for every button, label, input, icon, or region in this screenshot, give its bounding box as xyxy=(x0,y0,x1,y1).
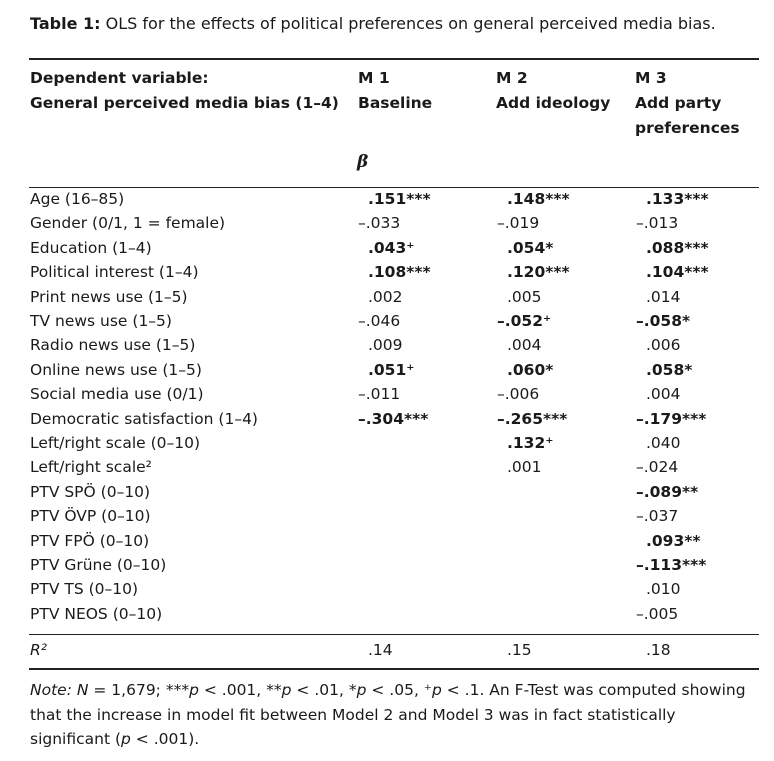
table-caption-label: Table 1: xyxy=(30,14,101,33)
row-label: TV news use (1–5) xyxy=(30,312,172,330)
cell-m3: –.037 xyxy=(636,507,679,526)
note-text-n: = 1,679; *** xyxy=(88,681,190,699)
cell-m3: .010 xyxy=(646,580,681,599)
cell-m3: .040 xyxy=(646,434,681,452)
cell-m1: –.304*** xyxy=(358,409,429,428)
row-label: Gender (0/1, 1 = female) xyxy=(30,214,226,233)
row-label: PTV FPÖ (0–10) xyxy=(30,531,150,550)
cell-m2: .148*** xyxy=(507,190,570,208)
note-n-var: N xyxy=(76,681,89,699)
table-row xyxy=(0,361,774,385)
table-row xyxy=(0,458,774,482)
cell-m3: –.113*** xyxy=(636,556,707,574)
cell-m1: –.011 xyxy=(358,385,401,404)
r-squared-label: R² xyxy=(30,641,47,659)
cell-m2: –.265*** xyxy=(497,409,568,428)
cell-m3: .006 xyxy=(646,336,681,355)
model-1-desc: Baseline xyxy=(358,94,433,112)
note-p4: p xyxy=(431,681,442,699)
cell-m3: –.179*** xyxy=(636,409,707,428)
cell-m3: –.089** xyxy=(636,482,699,501)
table-row xyxy=(0,385,774,409)
cell-m1: .043⁺ xyxy=(368,238,415,257)
cell-m3: –.005 xyxy=(636,604,679,623)
table-caption-text: OLS for the effects of political preferences on general perceived media bias. xyxy=(105,14,716,33)
cell-m3: –.058* xyxy=(636,312,691,330)
table-row xyxy=(0,580,774,604)
cell-m2: .060* xyxy=(507,360,554,379)
row-label: Radio news use (1–5) xyxy=(30,336,196,355)
note-p3: p xyxy=(356,681,367,699)
row-label: PTV NEOS (0–10) xyxy=(30,604,163,623)
table-row xyxy=(0,312,774,336)
table-row xyxy=(0,483,774,507)
row-label: Age (16–85) xyxy=(30,190,125,208)
table-row xyxy=(0,410,774,434)
r-squared-m1: .14 xyxy=(368,641,393,659)
cell-m1: .009 xyxy=(368,336,403,355)
table-row xyxy=(0,532,774,556)
table-row xyxy=(0,190,774,214)
cell-m2: .132⁺ xyxy=(507,434,554,452)
cell-m3: .004 xyxy=(646,385,681,404)
note-text-5: < .001). xyxy=(130,730,200,748)
cell-m2: .001 xyxy=(507,458,542,477)
row-label: Democratic satisfaction (1–4) xyxy=(30,409,258,428)
model-3-id: M 3 xyxy=(635,69,667,87)
r-squared-row xyxy=(0,641,774,665)
row-label: Left/right scale² xyxy=(30,458,152,477)
table-row xyxy=(0,288,774,312)
top-rule xyxy=(29,58,759,60)
note-p2: p xyxy=(281,681,292,699)
note-text-3: < .05, ⁺ xyxy=(366,681,432,699)
note-text-4: < .1. An F-Test was computed showing that the increase in model fit between Model 2 and Model 3 was in fact statistically significant ( xyxy=(30,681,746,748)
model-2-id: M 2 xyxy=(496,69,528,87)
cell-m2: .120*** xyxy=(507,263,570,282)
table-row xyxy=(0,336,774,360)
note-text-2: < .01, * xyxy=(291,681,357,699)
table-row xyxy=(0,214,774,238)
cell-m3: .093** xyxy=(646,531,701,550)
dv-line-1: Dependent variable: xyxy=(30,69,209,87)
model-1-header xyxy=(358,66,488,116)
row-label: PTV TS (0–10) xyxy=(30,580,139,599)
r2-rule xyxy=(29,634,759,635)
table-row xyxy=(0,239,774,263)
cell-m1: .002 xyxy=(368,287,403,306)
table-row xyxy=(0,263,774,287)
table-row xyxy=(0,605,774,629)
model-1-id: M 1 xyxy=(358,69,390,87)
cell-m2: –.019 xyxy=(497,214,540,233)
bottom-rule xyxy=(29,668,759,670)
model-2-header xyxy=(496,66,626,116)
cell-m3: .133*** xyxy=(646,190,709,208)
cell-m3: –.024 xyxy=(636,458,679,477)
cell-m3: .014 xyxy=(646,287,681,306)
r-squared-m2: .15 xyxy=(507,641,532,659)
table-caption xyxy=(30,13,716,35)
cell-m3: .088*** xyxy=(646,238,709,257)
cell-m1: .051⁺ xyxy=(368,360,415,379)
note-p5: p xyxy=(121,730,131,748)
row-label: PTV SPÖ (0–10) xyxy=(30,482,151,501)
row-label: Left/right scale (0–10) xyxy=(30,434,201,452)
row-label: PTV ÖVP (0–10) xyxy=(30,507,151,526)
cell-m1: –.033 xyxy=(358,214,401,233)
cell-m2: .005 xyxy=(507,287,542,306)
coefficient-symbol: β xyxy=(357,152,369,172)
row-label: Online news use (1–5) xyxy=(30,360,202,379)
model-3-desc: Add party preferences xyxy=(635,94,740,137)
note-text-1: < .001, ** xyxy=(198,681,282,699)
row-label: PTV Grüne (0–10) xyxy=(30,556,167,574)
table-note xyxy=(30,678,760,752)
table-row xyxy=(0,507,774,531)
cell-m1: .108*** xyxy=(368,263,431,282)
cell-m1: –.046 xyxy=(358,312,401,330)
table-row xyxy=(0,434,774,458)
row-label: Social media use (0/1) xyxy=(30,385,204,404)
dependent-variable-header xyxy=(30,66,350,116)
dv-line-2: General perceived media bias (1–4) xyxy=(30,94,339,112)
model-3-header xyxy=(635,66,765,141)
cell-m2: .054* xyxy=(507,238,554,257)
cell-m2: –.006 xyxy=(497,385,540,404)
note-p1: p xyxy=(189,681,199,699)
model-2-desc: Add ideology xyxy=(496,94,611,112)
cell-m2: .004 xyxy=(507,336,542,355)
r-squared-m3: .18 xyxy=(646,641,671,659)
cell-m1: .151*** xyxy=(368,190,431,208)
cell-m3: .058* xyxy=(646,360,693,379)
note-prefix: Note: xyxy=(30,681,72,699)
header-rule xyxy=(29,187,759,188)
row-label: Political interest (1–4) xyxy=(30,263,199,282)
row-label: Education (1–4) xyxy=(30,238,152,257)
cell-m3: .104*** xyxy=(646,263,709,282)
cell-m2: –.052⁺ xyxy=(497,312,552,330)
cell-m3: –.013 xyxy=(636,214,679,233)
row-label: Print news use (1–5) xyxy=(30,287,188,306)
table-row xyxy=(0,556,774,580)
